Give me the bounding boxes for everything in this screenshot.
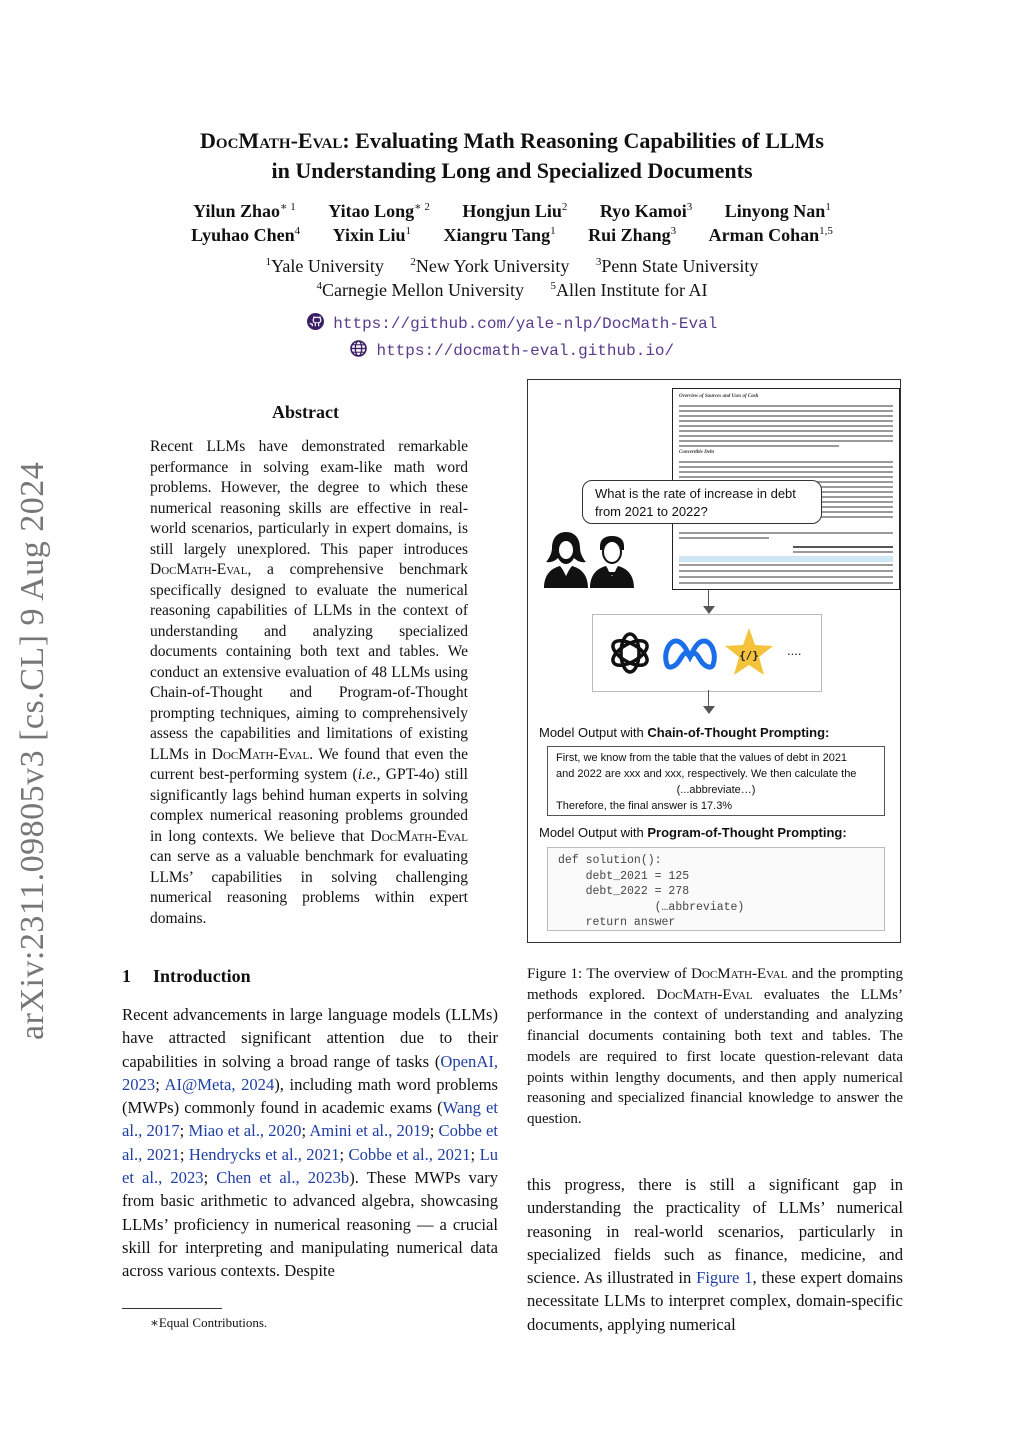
github-link[interactable]: https://github.com/yale-nlp/DocMath-Eval [0, 313, 1024, 333]
figure-reference-link[interactable]: Figure 1 [696, 1268, 753, 1288]
pot-code-box: def solution(): debt_2021 = 125 debt_2022 = 278 (…abbreviate) return answer [547, 847, 885, 931]
author: Hongjun Liu$^2$ [462, 201, 568, 221]
author: Xiangru Tang$^1$ [443, 225, 556, 245]
author: Lyuhao Chen$^4$ [191, 225, 301, 245]
svg-text:{/}: {/} [739, 649, 759, 662]
star-code-icon [721, 625, 777, 681]
author: Yixin Liu$^1$ [332, 225, 412, 245]
author: Arman Cohan$^{1,5}$ [708, 225, 833, 245]
introduction-text: Recent advancements in large language models (LLMs) have attracted significant attention due to their capabilities in solving a broad range of tasks (OpenAI, 2023; AI@Meta, 2024), including math word problems (MWPs) commonly found in academic exams (Wang et al., 2017; Miao et al., 2020; Amini et al., 2019; Cobbe et al., 2021; Hendrycks et al., 2021; Cobbe et al., 2021; Lu et al., 2023; Chen et al., 2023b). These MWPs vary from basic arithmetic to advanced algebra, showcasing LLMs’ proficiency in numerical reasoning — a crucial skill for interpreting and manipulating numerical data across various contexts. Despite [122, 1005, 499, 1281]
affiliation-row-1 [0, 256, 1024, 277]
author: Yilun Zhao$^{∗ 1}$ [193, 201, 296, 221]
abstract-heading: Abstract [272, 402, 339, 422]
author: Linyong Nan$^1$ [724, 201, 831, 221]
cot-output-box: First, we know from the table that the values of debt in 2021 and 2022 are xxx and xxx, respectively. We then calculate the (...abbreviate…) Therefore, the final answer is 17.3% [547, 746, 885, 816]
openai-icon [607, 630, 653, 676]
figure-1-caption: Figure 1: The overview of DocMath-Eval and the prompting methods explored. DocMath-Eval evaluates the LLMs’ performance in the context of understanding and analyzing financial documents containing both text and tables. The models are required to first locate question-relevant data points within lengthy documents, and then apply numerical reasoning and specialized financial knowledge to answer the question. [527, 966, 904, 1127]
affiliation-row-2 [0, 280, 1024, 301]
author: Ryo Kamoi$^3$ [599, 201, 693, 221]
author: Yitao Long$^{∗ 2}$ [328, 201, 430, 221]
affiliation: $^4$Carnegie Mellon University [316, 280, 524, 300]
more-models-ellipsis: .... [787, 643, 802, 658]
cot-label: Model Output with Chain-of-Thought Prompting: [539, 725, 830, 740]
citation-link[interactable]: Hendrycks et al., 2021 [188, 1144, 340, 1164]
models-box [592, 614, 822, 692]
meta-icon [661, 635, 719, 671]
author-row-1 [0, 200, 1024, 222]
title-benchmark-name: DocMath-Eval [200, 128, 343, 153]
arrow-head-icon [703, 606, 715, 614]
affiliation: $^2$New York University [410, 256, 570, 276]
citation-link[interactable]: Lu et al., 2023 [122, 1144, 499, 1188]
title-line1: : Evaluating Math Reasoning Capabilities of LLMs [342, 128, 824, 153]
right-column-text: this progress, there is still a significant gap in understanding the practicality of LLMs’ numerical reasoning in real-world scenarios, particularly in specialized fields such as finance, medicine, and science. As illustrated in Figure 1, these expert domains necessitate LLMs to interpret complex, domain-specific documents, applying numerical [527, 1175, 903, 1334]
author: Rui Zhang$^3$ [588, 225, 677, 245]
citation-link[interactable]: Wang et al., 2017 [122, 1098, 498, 1141]
question-bubble: What is the rate of increase in debt from 2021 to 2022? [582, 480, 822, 524]
affiliation: $^3$Penn State University [595, 256, 759, 276]
citation-link[interactable]: Cobbe et al., 2021 [122, 1121, 498, 1164]
citation-link[interactable]: Amini et al., 2019 [309, 1121, 430, 1141]
author-row-2 [0, 225, 1024, 246]
citation-link[interactable]: Chen et al., 2023b [216, 1168, 350, 1188]
arrow-head-icon [703, 706, 715, 714]
paper-title [0, 126, 1024, 186]
footnote: ∗Equal Contributions. [150, 1315, 268, 1330]
github-icon [307, 313, 324, 330]
pot-label: Model Output with Program-of-Thought Prompting: [539, 825, 847, 840]
affiliation: $^5$Allen Institute for AI [550, 280, 708, 300]
globe-icon [350, 340, 367, 357]
citation-link[interactable]: Cobbe et al., 2021 [348, 1144, 471, 1164]
title-line2: in Understanding Long and Specialized Documents [271, 158, 753, 183]
section-heading-introduction: 1 Introduction [122, 966, 251, 986]
citation-link[interactable]: OpenAI, 2023 [122, 1051, 498, 1094]
arxiv-stamp: arXiv:2311.09805v3 [cs.CL] 9 Aug 2024 [14, 461, 51, 1040]
people-icon [536, 528, 656, 588]
figure-1 [527, 379, 901, 943]
citation-link[interactable]: Miao et al., 2020 [188, 1121, 302, 1141]
abstract-text: Recent LLMs have demonstrated remarkable performance in solving exam-like math word problems. However, the degree to which these numerical reasoning skills are effective in real-world scenarios, particularly in expert domains, is still largely unexplored. This paper introduces DocMath-Eval, a comprehensive benchmark specifically designed to evaluate the numerical reasoning capabilities of LLMs in the context of understanding and analyzing specialized documents containing both text and tables. We conduct an extensive evaluation of 48 LLMs using Chain-of-Thought and Program-of-Thought prompting techniques, aiming to comprehensively assess the capabilities and limitations of existing LLMs in DocMath-Eval. We found that even the current best-performing system (i.e., GPT-4o) still significantly lags behind human experts in solving complex numerical reasoning problems grounded in long contexts. We believe that DocMath-Eval can serve as a valuable benchmark for evaluating LLMs’ capabilities in solving challenging numerical reasoning problems within expert domains. [150, 438, 469, 927]
document-thumbnail: Overview of Sources and Uses of Cash Convertible Debt [672, 388, 900, 590]
footnote-rule [122, 1308, 222, 1309]
citation-link[interactable]: AI@Meta, 2024 [164, 1074, 275, 1094]
affiliation: $^1$Yale University [265, 256, 384, 276]
website-link[interactable]: https://docmath-eval.github.io/ [0, 340, 1024, 360]
